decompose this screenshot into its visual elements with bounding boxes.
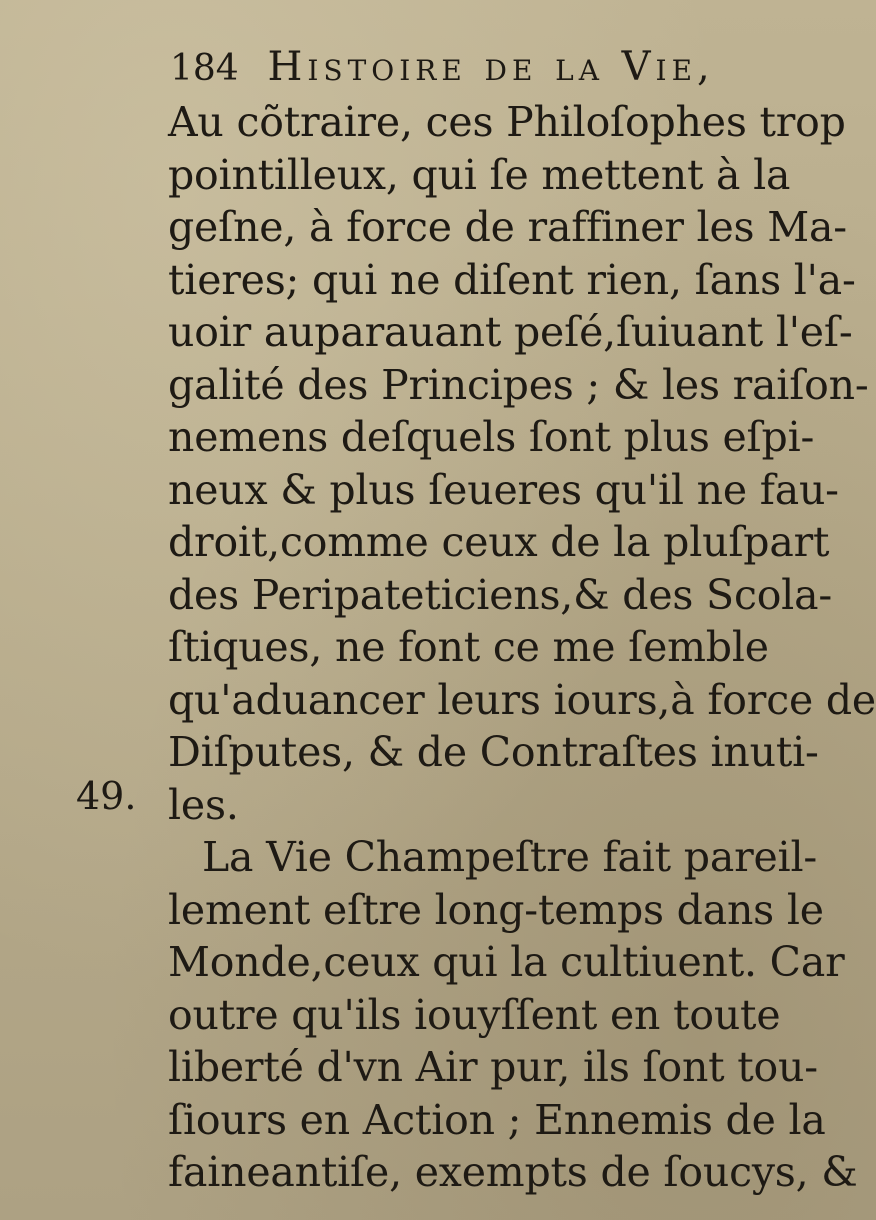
body-text	[168, 96, 876, 1199]
text-line: geſne, à force de raffiner les Ma-	[168, 203, 847, 251]
running-title: Histoire de la Vie,	[267, 44, 715, 90]
text-line: La Vie Champeſtre fait pareil-	[202, 833, 818, 881]
running-header	[170, 42, 750, 92]
page-number: 184	[170, 48, 239, 89]
text-line: qu'aduancer leurs iours,à force de	[168, 675, 876, 724]
text-line: ſtiques, ne font ce me ſemble	[168, 623, 769, 671]
text-line: droit,comme ceux de la pluſpart	[168, 518, 830, 566]
text-line: Au cõtraire, ces Philoſophes trop	[168, 98, 846, 146]
text-line: ſiours en Action ; Ennemis de la	[168, 1095, 826, 1144]
text-line: lement eſtre long-temps dans le	[168, 885, 824, 934]
text-line: neux & plus ſeueres qu'il ne fau-	[168, 465, 839, 514]
text-line: Monde,ceux qui la cultiuent. Car	[168, 938, 845, 986]
text-line: des Peripateticiens,& des Scola-	[168, 570, 832, 619]
text-line: liberté d'vn Air pur, ils ſont tou-	[168, 1043, 818, 1091]
paragraph-1	[168, 96, 876, 831]
text-line: faineantiſe, exempts de ſoucys, &	[168, 1148, 858, 1196]
text-line: les.	[168, 780, 239, 829]
text-line: uoir auparauant peſé,ſuiuant l'eſ-	[168, 308, 853, 356]
text-line: Diſputes, & de Contraſtes inuti-	[168, 728, 819, 776]
text-line: nemens deſquels ſont plus eſpi-	[168, 413, 815, 461]
text-line: pointilleux, qui ſe mettent à la	[168, 150, 791, 199]
text-line: outre qu'ils iouyſſent en toute	[168, 990, 781, 1039]
text-line: galité des Principes ; & les raiſon-	[168, 360, 869, 409]
paragraph-number: 49.	[76, 774, 137, 818]
text-line: tieres; qui ne diſent rien, ſans l'a-	[168, 255, 856, 304]
paragraph-2	[168, 831, 858, 1199]
